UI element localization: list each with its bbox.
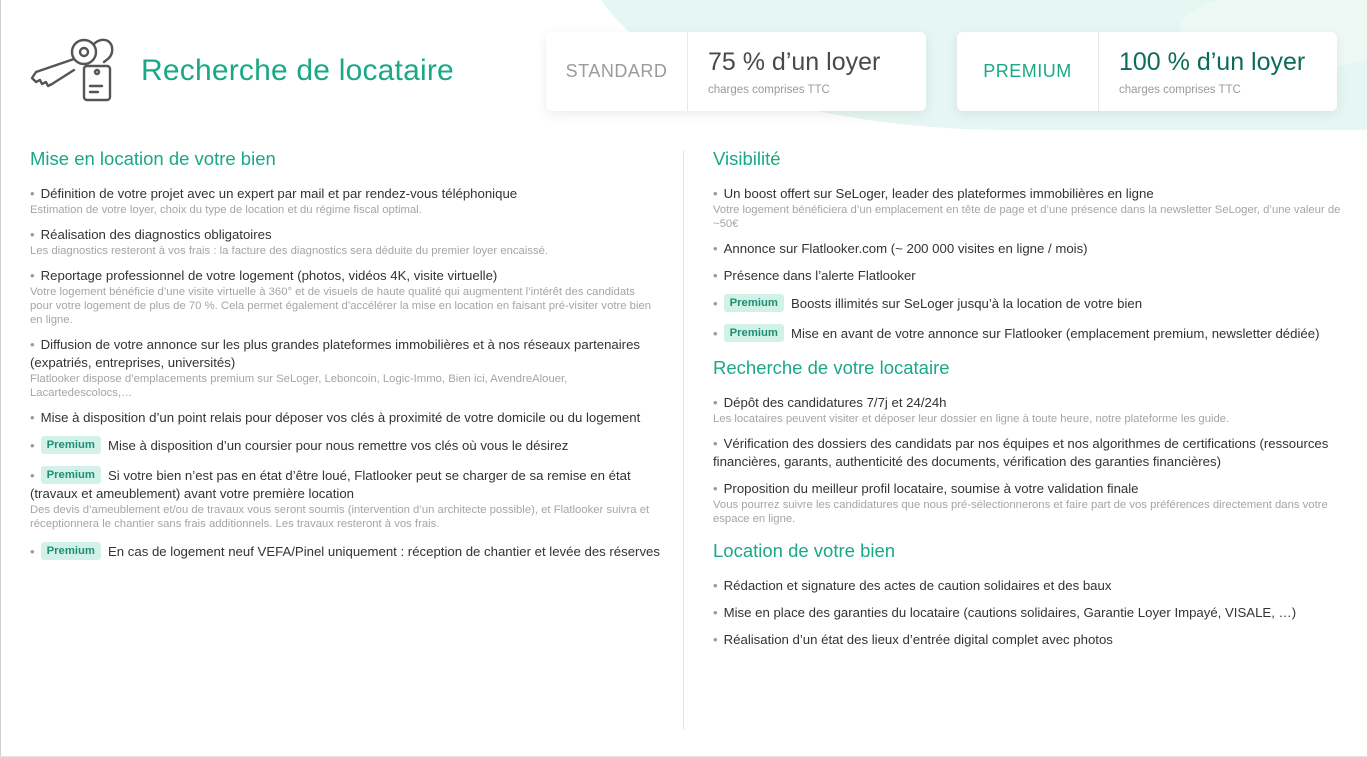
bullet-icon: •: [713, 605, 718, 620]
section-recherche-locataire: [713, 357, 1353, 526]
premium-badge: Premium: [41, 436, 101, 454]
bullet-icon: •: [713, 436, 718, 451]
standard-price-card: [546, 32, 926, 111]
section-visibilite: [713, 148, 1353, 343]
item-text: Un boost offert sur SeLoger, leader des plateformes immobilières en ligne: [723, 186, 1154, 201]
bullet-icon: •: [30, 544, 35, 559]
list-item: [713, 604, 1353, 622]
item-main: [713, 435, 1353, 471]
feature-list: [713, 185, 1353, 343]
item-text: Dépôt des candidatures 7/7j et 24/24h: [723, 395, 947, 410]
item-text: Mise à disposition d’un point relais pour déposer vos clés à proximité de votre domicile ou du logement: [40, 410, 641, 425]
item-main: [30, 226, 660, 244]
item-detail: Estimation de votre loyer, choix du type de location et du régime fiscal optimal.: [30, 204, 422, 216]
bullet-icon: •: [30, 410, 35, 425]
column-divider: [683, 150, 684, 730]
bullet-icon: •: [713, 578, 718, 593]
item-text: Vérification des dossiers des candidats par nos équipes et nos algorithmes de certifications (ressources financières, garants, authenticité des documents, vérification des garanties financières): [713, 436, 1329, 469]
list-item: [713, 435, 1353, 471]
item-main: [30, 336, 660, 372]
standard-price-note: charges comprises TTC: [708, 84, 830, 96]
item-main: [713, 294, 1353, 313]
bullet-icon: •: [713, 395, 718, 410]
page-title: Recherche de locataire: [141, 54, 454, 87]
item-main: [30, 409, 660, 427]
item-detail: Les diagnostics resteront à vos frais : la facture des diagnostics sera déduite du premier loyer encaissé.: [30, 245, 549, 257]
item-main: [30, 436, 660, 455]
bullet-icon: •: [30, 268, 35, 283]
item-text: Proposition du meilleur profil locataire, soumise à votre validation finale: [723, 481, 1139, 496]
list-item: [30, 542, 660, 561]
page-left-border: [0, 0, 1, 757]
premium-price-note: charges comprises TTC: [1119, 84, 1241, 96]
list-item: [713, 324, 1353, 343]
list-item: [30, 436, 660, 455]
item-main: [30, 466, 660, 503]
left-column: [30, 146, 660, 575]
item-main: [713, 480, 1353, 498]
key-tag-icon: [28, 30, 118, 106]
item-main: [713, 394, 1353, 412]
item-text: Diffusion de votre annonce sur les plus grandes plateformes immobilières et à nos réseaux partenaires (expatriés, entreprises, universités): [30, 337, 640, 370]
section-title: Mise en location de votre bien: [30, 148, 276, 169]
list-item: [30, 409, 660, 427]
item-text: Présence dans l’alerte Flatlooker: [723, 268, 916, 283]
item-detail: Votre logement bénéficiera d’un emplacement en tête de page et d’une présence dans la newsletter SeLoger, d’une valeur de ~50€: [713, 204, 1341, 230]
section-title: Recherche de votre locataire: [713, 357, 950, 378]
section-title: Location de votre bien: [713, 540, 896, 561]
item-main: [713, 267, 1353, 285]
bullet-icon: •: [713, 481, 718, 496]
bullet-icon: •: [713, 326, 718, 341]
section-location-bien: [713, 540, 1353, 649]
bullet-icon: •: [713, 268, 718, 283]
list-item: [30, 267, 660, 327]
list-item: [713, 394, 1353, 426]
list-item: [713, 240, 1353, 258]
bullet-icon: •: [713, 296, 718, 311]
feature-list: [713, 577, 1353, 649]
item-text: Mise à disposition d’un coursier pour nous remettre vos clés où vous le désirez: [107, 438, 569, 453]
section-mise-en-location: [30, 148, 660, 561]
item-text: Si votre bien n’est pas en état d’être loué, Flatlooker peut se charger de sa remise en état (travaux et ameublement) avant votre première location: [30, 468, 631, 501]
premium-badge: Premium: [724, 294, 784, 312]
right-column: [713, 146, 1353, 663]
item-text: Rédaction et signature des actes de caution solidaires et des baux: [723, 578, 1112, 593]
bullet-icon: •: [30, 227, 35, 242]
list-item: [713, 294, 1353, 313]
item-text: En cas de logement neuf VEFA/Pinel uniquement : réception de chantier et levée des réserves: [107, 544, 660, 559]
item-text: Reportage professionnel de votre logement (photos, vidéos 4K, visite virtuelle): [40, 268, 498, 283]
item-main: [713, 577, 1353, 595]
premium-price-amount: 100 % d’un loyer: [1119, 48, 1306, 76]
list-item: [713, 480, 1353, 526]
list-item: [713, 185, 1353, 231]
item-detail: Votre logement bénéficie d’une visite virtuelle à 360° et de visuels de haute qualité qui augmentent l’intérêt des candidats pour votre logement de plus de 70 %. Cela permet également d’accélérer la mise en location en faisant pré-visiter votre bien en ligne.: [30, 286, 652, 326]
item-text: Boosts illimités sur SeLoger jusqu’à la location de votre bien: [790, 296, 1143, 311]
bullet-icon: •: [30, 337, 35, 352]
item-main: [713, 631, 1353, 649]
item-text: Annonce sur Flatlooker.com (~ 200 000 visites en ligne / mois): [723, 241, 1088, 256]
list-item: [30, 185, 660, 217]
bullet-icon: •: [30, 468, 35, 483]
standard-price-amount: 75 % d’un loyer: [708, 48, 881, 76]
item-main: [713, 240, 1353, 258]
list-item: [713, 267, 1353, 285]
premium-price-block: [1099, 32, 1305, 111]
item-detail: Flatlooker dispose d’emplacements premium sur SeLoger, Leboncoin, Logic-Immo, Bien ici, AvendreAlouer, Lacartedescolocs,…: [30, 373, 568, 399]
item-text: Réalisation des diagnostics obligatoires: [40, 227, 272, 242]
item-detail: Vous pourrez suivre les candidatures que nous pré-sélectionnerons et faire part de vos préférences directement dans votre espace en ligne.: [713, 499, 1328, 525]
item-main: [30, 542, 660, 561]
item-detail: Des devis d’ameublement et/ou de travaux vous seront soumis (intervention d’un architecte possible), et Flatlooker suivra et réceptionnera le chantier sans frais additionnels. Les travaux resteront à vos frais.: [30, 504, 650, 530]
feature-list: [713, 394, 1353, 526]
item-text: Définition de votre projet avec un expert par mail et par rendez-vous téléphonique: [40, 186, 518, 201]
item-text: Réalisation d’un état des lieux d’entrée digital complet avec photos: [723, 632, 1113, 647]
bullet-icon: •: [713, 241, 718, 256]
item-main: [713, 604, 1353, 622]
premium-badge: Premium: [724, 324, 784, 342]
premium-badge: Premium: [41, 466, 101, 484]
item-detail: Les locataires peuvent visiter et déposer leur dossier en ligne à toute heure, notre plateforme les guide.: [713, 413, 1230, 425]
feature-list: [30, 185, 660, 561]
premium-badge: Premium: [41, 542, 101, 560]
premium-tier-label: PREMIUM: [957, 32, 1099, 111]
item-text: Mise en place des garanties du locataire (cautions solidaires, Garantie Loyer Impayé, VISALE, …): [723, 605, 1297, 620]
list-item: [713, 631, 1353, 649]
premium-price-card: [957, 32, 1337, 111]
list-item: [30, 336, 660, 400]
standard-tier-label: STANDARD: [546, 32, 688, 111]
list-item: [30, 226, 660, 258]
bullet-icon: •: [30, 438, 35, 453]
item-main: [30, 267, 660, 285]
bullet-icon: •: [713, 632, 718, 647]
standard-price-block: [688, 32, 880, 111]
item-main: [713, 324, 1353, 343]
section-title: Visibilité: [713, 148, 781, 169]
list-item: [713, 577, 1353, 595]
item-main: [713, 185, 1353, 203]
list-item: [30, 466, 660, 531]
item-main: [30, 185, 660, 203]
bullet-icon: •: [30, 186, 35, 201]
item-text: Mise en avant de votre annonce sur Flatlooker (emplacement premium, newsletter dédiée): [790, 326, 1320, 341]
bullet-icon: •: [713, 186, 718, 201]
